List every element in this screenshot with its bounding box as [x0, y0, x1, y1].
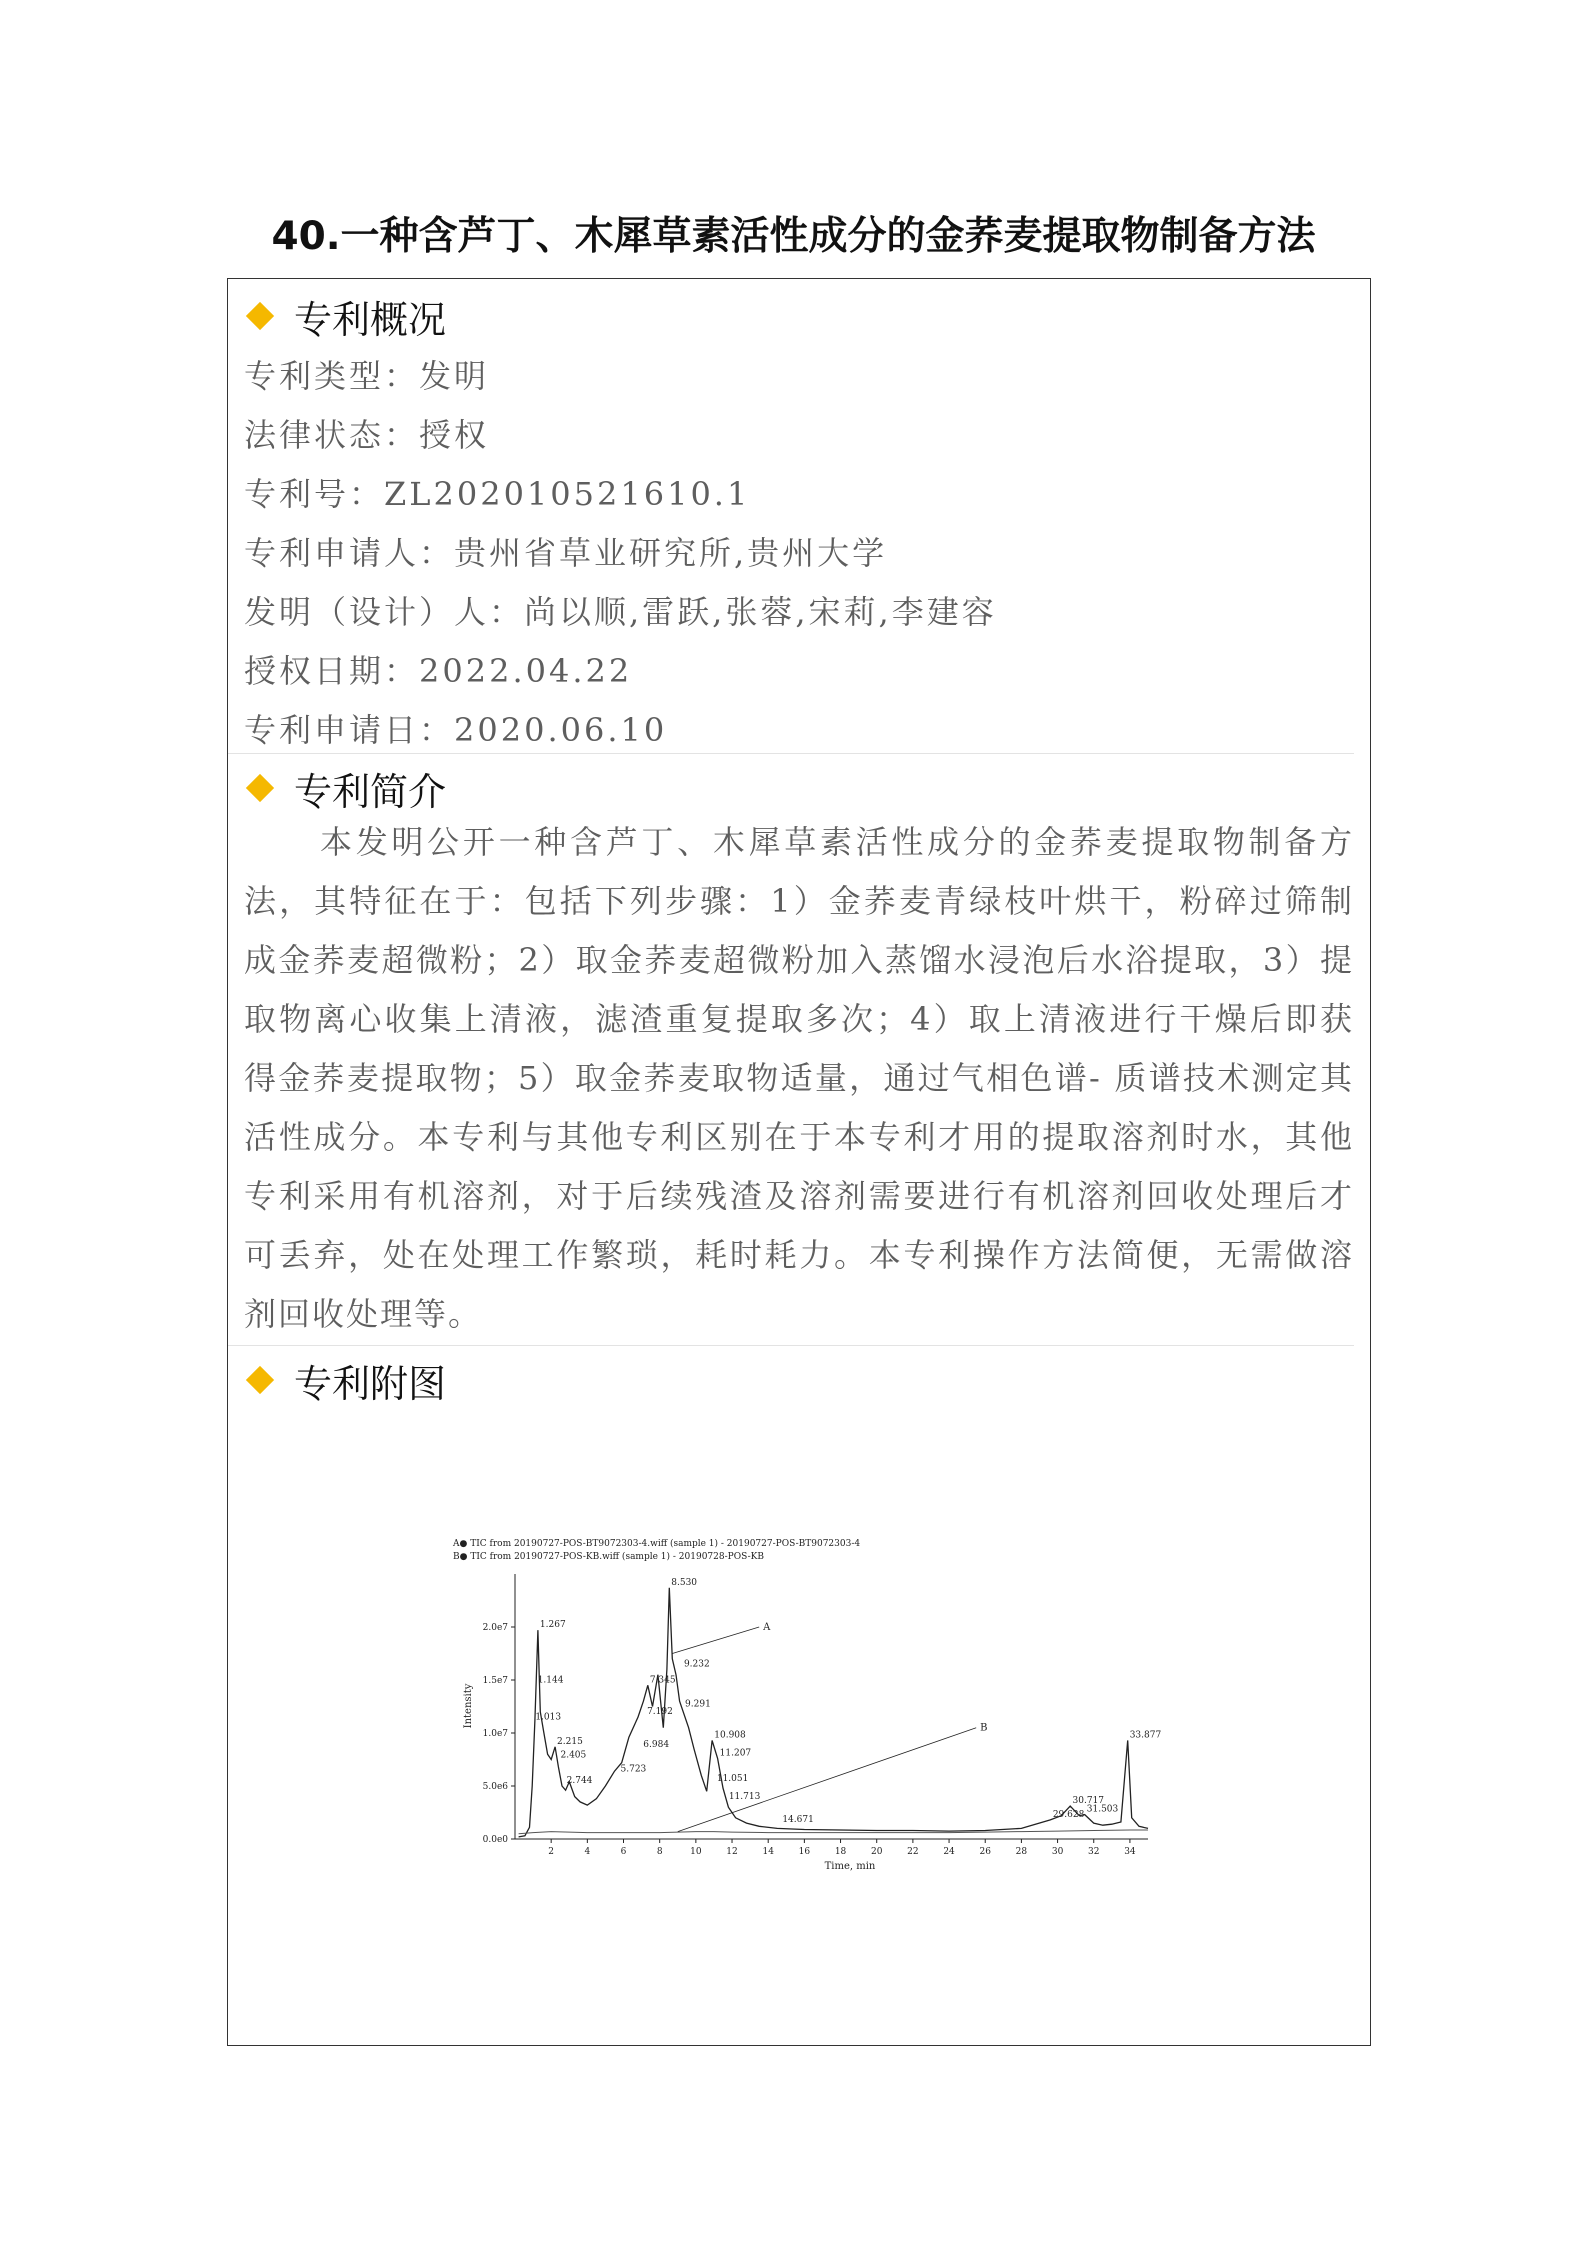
x-tick-label: 8	[656, 1847, 663, 1857]
filing-date: 专利申请日：2020.06.10	[244, 711, 668, 749]
peak-label: 29.628	[1052, 1809, 1085, 1820]
series-line-b	[519, 1830, 1148, 1834]
peak-label: 2.215	[557, 1736, 583, 1747]
diamond-bullet-icon	[246, 774, 274, 802]
x-tick-label: 24	[943, 1847, 955, 1857]
inventors: 发明（设计）人：尚以顺,雷跃,张蓉,宋莉,李建容	[244, 593, 997, 631]
peak-label: 30.717	[1072, 1796, 1105, 1807]
series-a-leader-line	[672, 1627, 759, 1654]
legend-entry-a: A● TIC from 20190727-POS-BT9072303-4.wiff (sample 1) - 20190727-POS-BT9072303-4	[453, 1539, 861, 1549]
peak-label: 31.503	[1086, 1804, 1119, 1815]
x-axis-label: Time, min	[824, 1861, 876, 1872]
series-b-label: B	[980, 1722, 988, 1734]
y-tick-label: 0.0e0	[482, 1835, 508, 1845]
chart-series-annotations	[672, 1622, 987, 1832]
x-tick-label: 18	[834, 1847, 847, 1857]
patent-info-box	[227, 278, 1371, 2046]
peak-label: 11.051	[716, 1773, 749, 1784]
x-tick-label: 32	[1088, 1847, 1100, 1857]
y-tick-label: 5.0e6	[482, 1782, 508, 1792]
peak-label: 7.345	[649, 1675, 676, 1686]
y-tick-label: 1.0e7	[482, 1729, 508, 1739]
document-title: 40.一种含芦丁、木犀草素活性成分的金荞麦提取物制备方法	[271, 214, 1316, 259]
y-axis-label: Intensity	[463, 1683, 474, 1729]
section-intro-heading	[242, 763, 446, 813]
peak-label: 14.671	[782, 1815, 814, 1826]
x-tick-label: 4	[584, 1847, 591, 1857]
x-tick-label: 10	[690, 1847, 702, 1857]
patent-applicant: 专利申请人：贵州省草业研究所,贵州大学	[244, 534, 888, 572]
peak-label: 9.232	[683, 1659, 710, 1670]
x-tick-label: 6	[620, 1847, 627, 1857]
x-tick-label: 12	[726, 1847, 738, 1857]
y-tick-label: 2.0e7	[482, 1623, 508, 1633]
series-line-a	[519, 1588, 1148, 1837]
x-tick-label: 20	[870, 1847, 883, 1857]
peak-label: 11.713	[728, 1791, 761, 1802]
chart-axes	[515, 1574, 1148, 1839]
x-tick-label: 2	[548, 1847, 555, 1857]
peak-label: 10.908	[714, 1730, 746, 1741]
peak-label: 7.192	[647, 1707, 673, 1718]
tic-chromatogram-chart	[443, 1534, 1163, 1874]
section-divider	[228, 753, 1354, 754]
peak-label: 9.291	[685, 1699, 711, 1710]
peak-label: 1.144	[537, 1675, 564, 1686]
section-overview-heading	[242, 291, 446, 341]
overview-heading-text: 专利概况	[294, 297, 447, 342]
x-tick-label: 26	[979, 1847, 991, 1857]
section-divider	[228, 1345, 1354, 1346]
chart-series-lines	[519, 1588, 1148, 1837]
patent-number: 专利号：ZL202010521610.1	[244, 475, 751, 513]
series-a-label: A	[763, 1622, 771, 1633]
x-tick-label: 28	[1015, 1847, 1028, 1857]
section-figure-heading	[242, 1355, 446, 1405]
peak-label: 2.744	[566, 1776, 593, 1786]
x-tick-label: 14	[762, 1847, 774, 1857]
x-tick-label: 30	[1051, 1847, 1064, 1857]
patent-type: 专利类型：发明	[244, 357, 490, 395]
diamond-bullet-icon	[246, 302, 274, 330]
peak-label: 6.984	[643, 1739, 670, 1750]
x-tick-label: 22	[907, 1847, 919, 1857]
grant-date: 授权日期：2022.04.22	[244, 652, 633, 690]
y-tick-label: 1.5e7	[482, 1676, 508, 1686]
peak-label: 1.267	[539, 1620, 566, 1631]
x-tick-label: 34	[1124, 1847, 1136, 1857]
legend-entry-b: B● TIC from 20190727-POS-KB.wiff (sample 1) - 20190728-POS-KB	[453, 1552, 764, 1562]
legal-status: 法律状态：授权	[244, 416, 490, 454]
intro-paragraph: 本发明公开一种含芦丁、木犀草素活性成分的金荞麦提取物制备方法，其特征在于：包括下列步骤：1）金荞麦青绿枝叶烘干，粉碎过筛制成金荞麦超微粉；2）取金荞麦超微粉加入蒸馏水浸泡后水浴提取，3）提取物离心收集上清液，滤渣重复提取多次；4）取上清液进行干燥后即获得金荞麦提取物；5）取金荞麦取物适量，通过气相色谱- 质谱技术测定其活性成分。本专利与其他专利区别在于本专利才用的提取溶剂时水，其他专利采用有机溶剂，对于后续残渣及溶剂需要进行有机溶剂回收处理后才可丢弃，处在处理工作繁琐，耗时耗力。本专利操作方法简便，无需做溶剂回收处理等。	[244, 823, 1354, 1333]
peak-label: 2.405	[560, 1750, 587, 1761]
chart-peak-labels	[535, 1578, 1161, 1825]
peak-label: 11.207	[719, 1748, 752, 1759]
peak-label: 33.877	[1129, 1730, 1162, 1741]
figure-heading-text: 专利附图	[294, 1361, 447, 1406]
diamond-bullet-icon	[246, 1366, 274, 1394]
peak-label: 5.723	[620, 1764, 647, 1775]
intro-heading-text: 专利简介	[294, 769, 447, 814]
x-tick-label: 16	[798, 1847, 811, 1857]
peak-label: 8.530	[671, 1577, 698, 1588]
peak-label: 1.013	[535, 1712, 562, 1723]
